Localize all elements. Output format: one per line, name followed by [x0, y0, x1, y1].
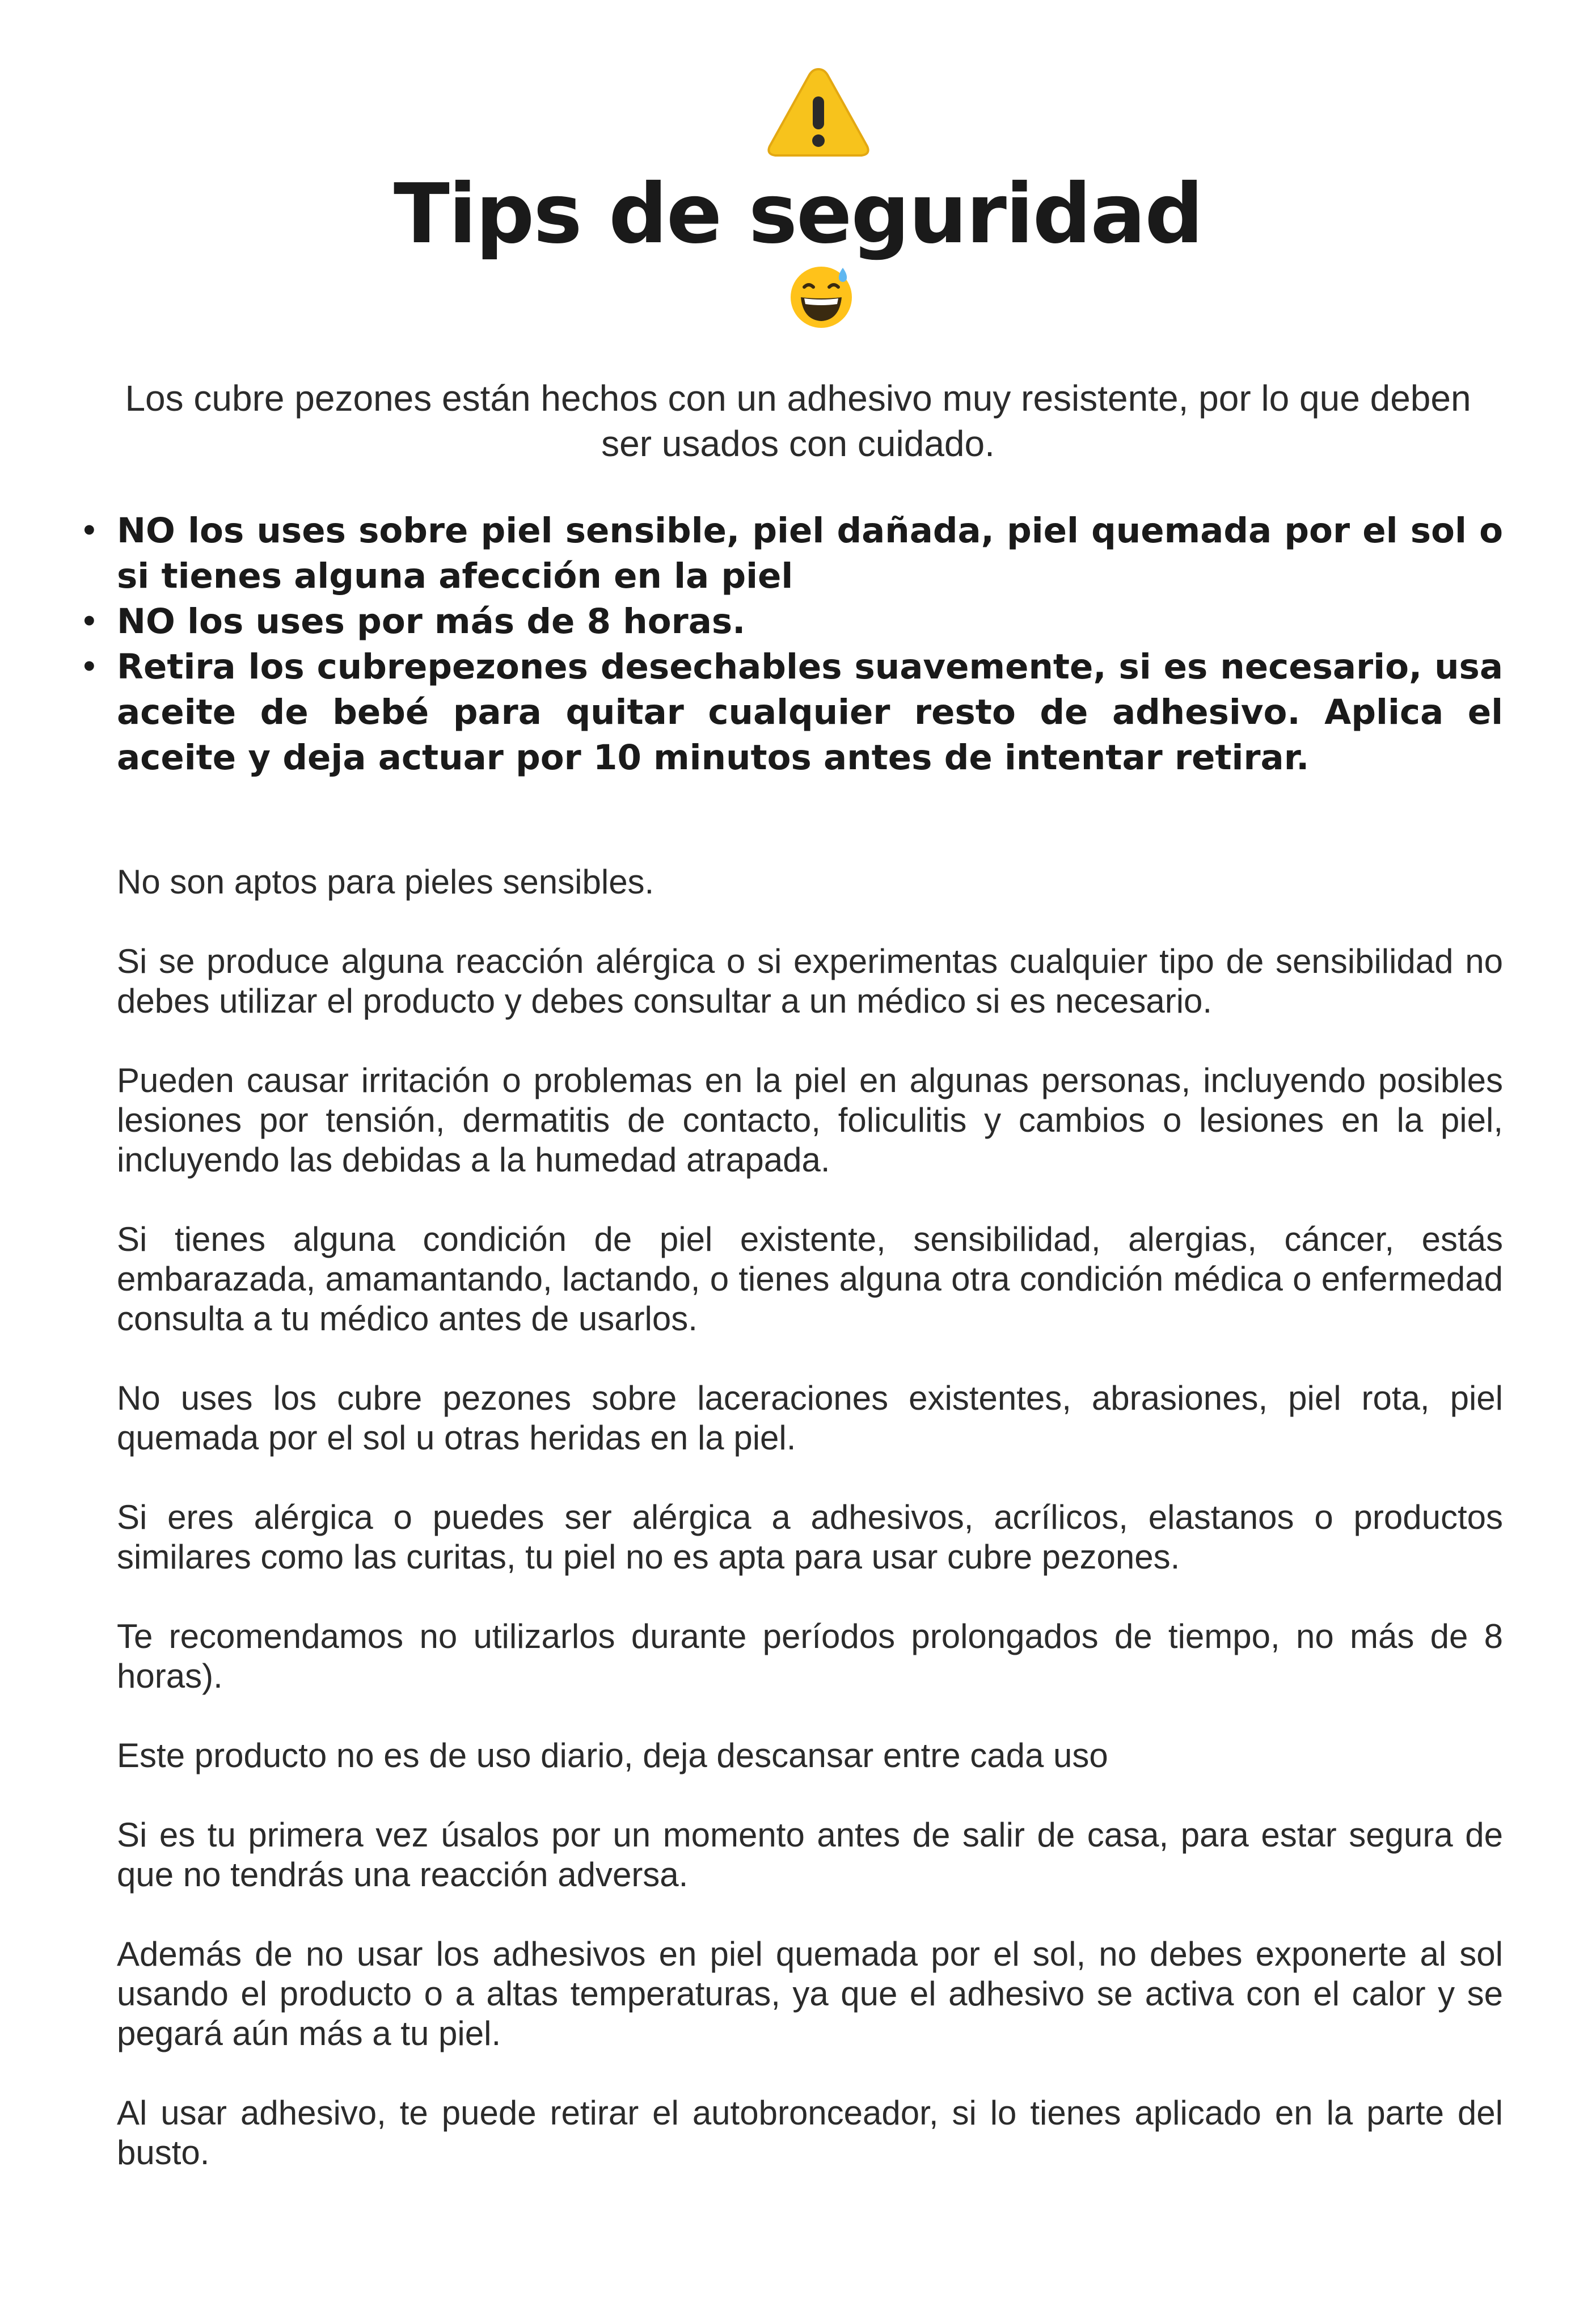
bullet-icon: •: [81, 515, 98, 547]
list-item-text: NO los uses sobre piel sensible, piel dañada, piel quemada por el sol o si tienes alguna afección en la piel: [117, 511, 1503, 596]
list-item: [74, 508, 1503, 599]
bullet-icon: •: [81, 651, 98, 683]
paragraph: No uses los cubre pezones sobre laceraciones existentes, abrasiones, piel rota, piel quemada por el sol u otras heridas en la piel.: [117, 1379, 1503, 1457]
paragraph: Este producto no es de uso diario, deja descansar entre cada uso: [117, 1736, 1108, 1774]
paragraph: Te recomendamos no utilizarlos durante períodos prolongados de tiempo, no más de 8 horas).: [117, 1617, 1503, 1695]
list-item-text: NO los uses por más de 8 horas.: [117, 601, 746, 642]
intro-text: Los cubre pezones están hechos con un adhesivo muy resistente, por lo que deben ser usados con cuidado.: [125, 378, 1471, 464]
bullet-icon: •: [81, 606, 98, 638]
paragraph: Si eres alérgica o puedes ser alérgica a adhesivos, acrílicos, elastanos o productos similares como las curitas, tu piel no es apta para usar cubre pezones.: [117, 1498, 1503, 1576]
paragraph: Al usar adhesivo, te puede retirar el autobronceador, si lo tienes aplicado en la parte del busto.: [117, 2094, 1503, 2172]
warning-triangle-icon: [765, 64, 872, 161]
list-item: [74, 644, 1503, 781]
paragraph: Si tienes alguna condición de piel existente, sensibilidad, alergias, cáncer, estás embarazada, amamantando, lactando, o tienes alguna otra condición médica o enfermedad consulta a tu médico antes de usarlos.: [117, 1220, 1503, 1338]
list-item-text: Retira los cubrepezones desechables suavemente, si es necesario, usa aceite de bebé para quitar cualquier resto de adhesivo. Aplica el aceite y deja actuar por 10 minutos antes de intentar retirar.: [117, 647, 1503, 778]
paragraph: Si se produce alguna reacción alérgica o si experimentas cualquier tipo de sensibilidad no debes utilizar el producto y debes consultar a un médico si es necesario.: [117, 942, 1503, 1020]
paragraph: Pueden causar irritación o problemas en la piel en algunas personas, incluyendo posibles lesiones por tensión, dermatitis de contacto, foliculitis y cambios o lesiones en la piel, incluyendo las debidas a la humedad atrapada.: [117, 1061, 1503, 1179]
body-text: [117, 862, 1503, 2212]
grinning-sweat-emoji-icon: [787, 262, 855, 330]
page-title: Tips de seguridad: [393, 166, 1203, 262]
paragraph: No son aptos para pieles sensibles.: [117, 863, 655, 901]
paragraph: Además de no usar los adhesivos en piel quemada por el sol, no debes exponerte al sol usando el producto o a altas temperaturas, ya que el adhesivo se activa con el calor y se pegará aún más a tu piel.: [117, 1935, 1503, 2052]
list-item: [74, 599, 1503, 644]
warning-list: [74, 508, 1503, 781]
paragraph: Si es tu primera vez úsalos por un momento antes de salir de casa, para estar segura de que no tendrás una reacción adversa.: [117, 1816, 1503, 1894]
